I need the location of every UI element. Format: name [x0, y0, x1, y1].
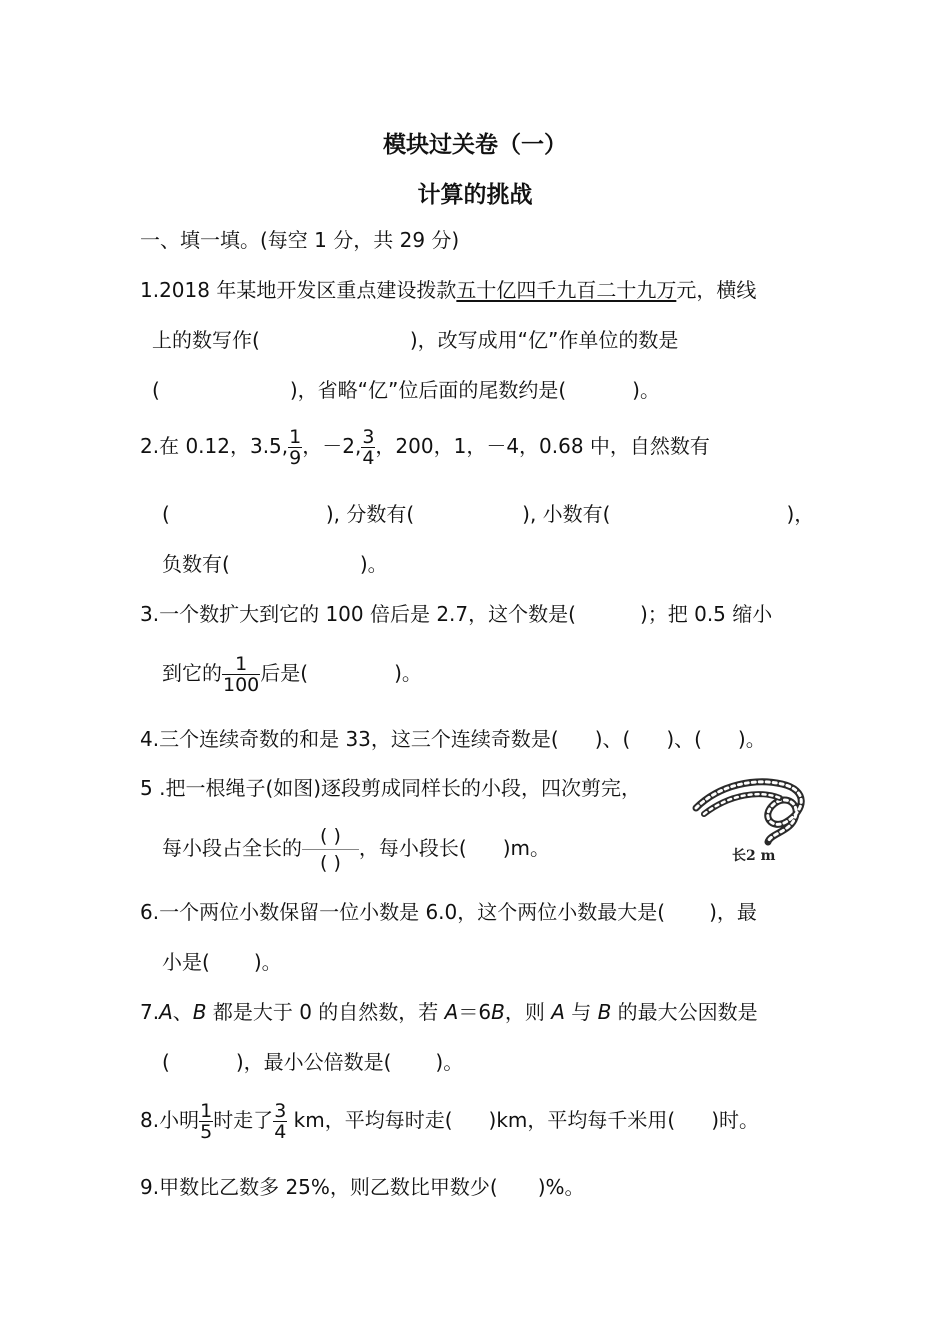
- page-title: 模块过关卷（一）: [383, 132, 567, 158]
- fraction-one-hundredth: $\frac{1}{100}$: [223, 653, 260, 696]
- question-3-line-1: 3.一个数扩大到它的 100 倍后是 2.7，这个数是( )；把 0.5 缩小: [140, 602, 773, 626]
- question-8: 8.小明 $\frac{1}{5}$ 时走了 $\frac{3}{4}$ km，平均每时走( )km，平均每千米用( )时。: [140, 1100, 759, 1143]
- question-9: 9.甲数比乙数多 25%，则乙数比甲数少( )%。: [140, 1175, 585, 1199]
- fraction-one-ninth: $\frac{1}{9}$: [289, 426, 302, 469]
- question-5-line-1: 5 .把一根绳子(如图)逐段剪成同样长的小段，四次剪完，: [140, 776, 642, 800]
- underlined-amount: 五十亿四千九百二十九万: [456, 278, 677, 302]
- rope-caption: 长2 m: [732, 848, 776, 864]
- question-1-line-3: ( )，省略“亿”位后面的尾数约是( )。: [152, 378, 660, 402]
- section-heading: 一、填一填。(每空 1 分，共 29 分): [140, 228, 460, 252]
- question-3-line-2: 到它的 $\frac{1}{100}$ 后是( )。: [162, 653, 422, 696]
- question-5-line-2: 每小段占全长的 $\frac{( )}{( )}$ ，每小段长( )m。: [162, 825, 550, 874]
- rope-figure: [690, 776, 814, 866]
- question-2-line-3: 负数有( )。: [162, 552, 388, 576]
- question-1-line-2: 上的数写作( )，改写成用“亿”作单位的数是: [152, 328, 679, 352]
- fraction-one-fifth: $\frac{1}{5}$: [200, 1100, 213, 1143]
- question-1-line-1: 1.2018 年某地开发区重点建设拨款五十亿四千九百二十九万元，横线: [140, 278, 757, 302]
- question-7-line-2: ( )，最小公倍数是( )。: [162, 1050, 464, 1074]
- question-7-line-1: 7.A、B 都是大于 0 的自然数，若 A＝6B，则 A 与 B 的最大公因数是: [140, 1000, 758, 1024]
- question-2-line-2: ( ), 分数有( ), 小数有( )，: [162, 502, 815, 526]
- question-6-line-2: 小是( )。: [162, 950, 282, 974]
- fraction-three-quarters: $\frac{3}{4}$: [274, 1100, 287, 1143]
- fraction-blank[interactable]: $\frac{( )}{( )}$: [302, 823, 359, 876]
- question-2-line-1: 2.在 0.12，3.5, $\frac{1}{9}$ ，－2, $\frac{3}{4}$ ，200，1，－4，0.68 中，自然数有: [140, 426, 710, 469]
- question-6-line-1: 6.一个两位小数保留一位小数是 6.0，这个两位小数最大是( )，最: [140, 900, 757, 924]
- page-subtitle: 计算的挑战: [417, 182, 533, 208]
- question-4: 4.三个连续奇数的和是 33，这三个连续奇数是( )、( )、( )。: [140, 727, 766, 751]
- fraction-three-quarters: $\frac{3}{4}$: [362, 426, 375, 469]
